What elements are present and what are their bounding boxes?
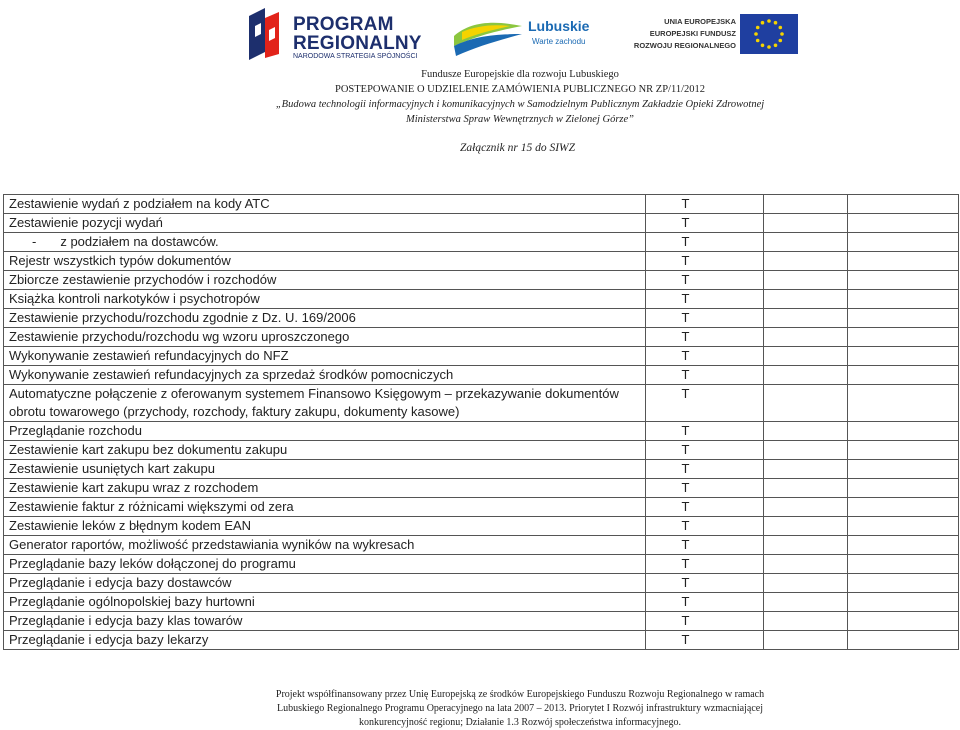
eu-text bbox=[626, 16, 736, 52]
row-label-cell bbox=[4, 555, 646, 574]
table-row bbox=[4, 612, 959, 631]
row-mark: T bbox=[681, 423, 690, 438]
table-row bbox=[4, 631, 959, 650]
footer-line-1: Projekt współfinansowany przez Unię Europejską ze środków Europejskiego Funduszu Rozwoju Regionalnego w ramach bbox=[275, 689, 765, 700]
table-row bbox=[4, 271, 959, 290]
row-empty-cell bbox=[763, 479, 847, 498]
row-label: Przeglądanie bazy leków dołączonej do programu bbox=[9, 556, 296, 571]
row-label: Rejestr wszystkich typów dokumentów bbox=[9, 253, 231, 268]
row-empty-cell bbox=[847, 631, 958, 650]
row-mark: T bbox=[681, 480, 690, 495]
table-row bbox=[4, 498, 959, 517]
row-label-cell bbox=[4, 233, 646, 252]
row-mark-cell bbox=[645, 479, 763, 498]
row-mark-cell bbox=[645, 536, 763, 555]
row-label: Zestawienie faktur z różnicami większymi od zera bbox=[9, 499, 294, 514]
row-label-cell bbox=[4, 612, 646, 631]
row-empty-cell bbox=[763, 555, 847, 574]
row-label: Zestawienie kart zakupu bez dokumentu zakupu bbox=[9, 442, 288, 457]
row-mark: T bbox=[681, 613, 690, 628]
row-label-cell bbox=[4, 214, 646, 233]
row-empty-cell bbox=[847, 479, 958, 498]
row-empty-cell bbox=[847, 252, 958, 271]
row-label-cell bbox=[4, 195, 646, 214]
row-label: Przeglądanie rozchodu bbox=[9, 423, 142, 438]
row-label: Zestawienie przychodu/rozchodu zgodnie z Dz. U. 169/2006 bbox=[9, 310, 356, 325]
eu-flag-icon bbox=[740, 14, 798, 54]
row-empty-cell bbox=[847, 460, 958, 479]
row-mark: T bbox=[681, 291, 690, 306]
row-label-cell bbox=[4, 422, 646, 441]
program-line-3: NARODOWA STRATEGIA SPÓJNOŚCI bbox=[293, 53, 418, 60]
row-mark: T bbox=[681, 234, 690, 249]
row-label: Automatyczne połączenie z oferowanym systemem Finansowo Księgowym – przekazywanie dokumentów bbox=[9, 386, 619, 401]
row-label-cell bbox=[4, 252, 646, 271]
row-label: Zestawienie leków z błędnym kodem EAN bbox=[9, 518, 252, 533]
row-mark-cell bbox=[645, 574, 763, 593]
table-row bbox=[4, 195, 959, 214]
row-label-cell bbox=[4, 309, 646, 328]
row-mark: T bbox=[681, 442, 690, 457]
row-empty-cell bbox=[763, 271, 847, 290]
logo-bar bbox=[0, 0, 960, 70]
table-row bbox=[4, 422, 959, 441]
row-mark-cell bbox=[645, 422, 763, 441]
header-line-2: POSTEPOWANIE O UDZIELENIE ZAMÓWIENIA PUBLICZNEGO NR ZP/11/2012 bbox=[335, 84, 705, 95]
table-row bbox=[4, 441, 959, 460]
row-empty-cell bbox=[847, 555, 958, 574]
row-empty-cell bbox=[847, 593, 958, 612]
row-label: Wykonywanie zestawień refundacyjnych za sprzedaż środków pomocniczych bbox=[9, 367, 454, 382]
eu-fund-logo bbox=[624, 14, 794, 56]
row-empty-cell bbox=[763, 347, 847, 366]
row-label-cell bbox=[4, 290, 646, 309]
table-row bbox=[4, 214, 959, 233]
row-mark: T bbox=[681, 367, 690, 382]
row-mark-cell bbox=[645, 555, 763, 574]
row-empty-cell bbox=[847, 328, 958, 347]
header-line-4: Ministerstwa Spraw Wewnętrznych w Zielonej Górze” bbox=[406, 114, 634, 125]
row-mark: T bbox=[681, 253, 690, 268]
row-label: Wykonywanie zestawień refundacyjnych do NFZ bbox=[9, 348, 289, 363]
footer-line-2: Lubuskiego Regionalnego Programu Operacyjnego na lata 2007 – 2013. Priorytet I Rozwój infrastruktury wzmacniającej bbox=[277, 703, 763, 714]
row-empty-cell bbox=[763, 366, 847, 385]
row-mark: T bbox=[681, 215, 690, 230]
row-label: Zestawienie przychodu/rozchodu wg wzoru uproszczonego bbox=[9, 329, 350, 344]
lubuskie-subtitle: Warte zachodu bbox=[532, 37, 586, 46]
row-empty-cell bbox=[847, 233, 958, 252]
row-label-cell bbox=[4, 366, 646, 385]
table-row bbox=[4, 460, 959, 479]
row-label: Zestawienie kart zakupu wraz z rozchodem bbox=[9, 480, 259, 495]
row-label: Książka kontroli narkotyków i psychotropów bbox=[9, 291, 260, 306]
row-empty-cell bbox=[763, 593, 847, 612]
row-empty-cell bbox=[847, 366, 958, 385]
row-mark-cell bbox=[645, 252, 763, 271]
row-label-cell bbox=[4, 441, 646, 460]
row-mark-cell bbox=[645, 195, 763, 214]
row-mark: T bbox=[681, 272, 690, 287]
table-row bbox=[4, 233, 959, 252]
row-label: Zestawienie wydań z podziałem na kody ATC bbox=[9, 196, 270, 211]
row-empty-cell bbox=[763, 441, 847, 460]
row-label: Zbiorcze zestawienie przychodów i rozchodów bbox=[9, 272, 277, 287]
document-footer bbox=[210, 688, 830, 730]
row-mark: T bbox=[681, 575, 690, 590]
row-label: Przeglądanie i edycja bazy klas towarów bbox=[9, 613, 243, 628]
row-mark-cell bbox=[645, 328, 763, 347]
row-empty-cell bbox=[763, 574, 847, 593]
row-mark-cell bbox=[645, 214, 763, 233]
row-empty-cell bbox=[847, 309, 958, 328]
row-mark-cell bbox=[645, 290, 763, 309]
row-label-cell bbox=[4, 593, 646, 612]
row-empty-cell bbox=[763, 214, 847, 233]
row-mark: T bbox=[681, 537, 690, 552]
row-label-continued: obrotu towarowego (przychody, rozchody, faktury zakupu, dokumenty kasowe) bbox=[9, 404, 460, 419]
table-row bbox=[4, 574, 959, 593]
row-empty-cell bbox=[763, 233, 847, 252]
row-empty-cell bbox=[763, 517, 847, 536]
row-label-cell bbox=[4, 498, 646, 517]
table-row bbox=[4, 517, 959, 536]
program-regionalny-emblem-icon bbox=[245, 8, 283, 60]
row-mark: T bbox=[681, 499, 690, 514]
row-label-cell bbox=[4, 328, 646, 347]
row-label-cell bbox=[4, 536, 646, 555]
row-mark-cell bbox=[645, 233, 763, 252]
row-empty-cell bbox=[847, 441, 958, 460]
row-empty-cell bbox=[847, 271, 958, 290]
row-label-cell bbox=[4, 347, 646, 366]
requirements-table bbox=[3, 194, 959, 650]
row-mark-cell bbox=[645, 366, 763, 385]
row-mark-cell bbox=[645, 385, 763, 422]
row-label-cell bbox=[4, 385, 646, 422]
row-mark: T bbox=[681, 461, 690, 476]
row-label-cell bbox=[4, 479, 646, 498]
row-mark-cell bbox=[645, 347, 763, 366]
row-empty-cell bbox=[763, 385, 847, 422]
table-row bbox=[4, 593, 959, 612]
table-row bbox=[4, 385, 959, 422]
row-label-cell bbox=[4, 271, 646, 290]
row-empty-cell bbox=[763, 631, 847, 650]
eu-line-3: ROZWOJU REGIONALNEGO bbox=[633, 41, 736, 50]
row-label-cell bbox=[4, 460, 646, 479]
table-row bbox=[4, 479, 959, 498]
row-empty-cell bbox=[763, 460, 847, 479]
row-mark: T bbox=[681, 632, 690, 647]
row-label: Generator raportów, możliwość przedstawiania wyników na wykresach bbox=[9, 537, 415, 552]
row-empty-cell bbox=[847, 536, 958, 555]
row-empty-cell bbox=[847, 385, 958, 422]
program-line-1: PROGRAM bbox=[293, 14, 394, 35]
row-label: Przeglądanie i edycja bazy lekarzy bbox=[9, 632, 209, 647]
eu-line-1: UNIA EUROPEJSKA bbox=[664, 17, 736, 26]
row-label: Zestawienie usuniętych kart zakupu bbox=[9, 461, 215, 476]
row-empty-cell bbox=[763, 612, 847, 631]
program-line-2: REGIONALNY bbox=[293, 33, 422, 54]
row-mark: T bbox=[681, 556, 690, 571]
row-empty-cell bbox=[847, 214, 958, 233]
lubuskie-logo bbox=[452, 12, 592, 58]
row-mark-cell bbox=[645, 460, 763, 479]
row-mark: T bbox=[681, 310, 690, 325]
lubuskie-title: Lubuskie bbox=[528, 18, 590, 34]
row-mark: T bbox=[681, 518, 690, 533]
footer-line-3: konkurencyjność regionu; Działanie 1.3 Rozwój społeczeństwa informacyjnego. bbox=[358, 717, 682, 728]
eu-line-2: EUROPEJSKI FUNDUSZ bbox=[649, 29, 736, 38]
row-empty-cell bbox=[847, 290, 958, 309]
row-empty-cell bbox=[847, 347, 958, 366]
row-mark: T bbox=[681, 386, 690, 401]
row-empty-cell bbox=[763, 498, 847, 517]
row-mark-cell bbox=[645, 309, 763, 328]
row-empty-cell bbox=[763, 536, 847, 555]
row-mark-cell bbox=[645, 441, 763, 460]
row-empty-cell bbox=[763, 290, 847, 309]
document-header bbox=[240, 67, 800, 127]
row-empty-cell bbox=[763, 422, 847, 441]
attachment-label: Załącznik nr 15 do SIWZ bbox=[460, 142, 575, 154]
row-mark-cell bbox=[645, 593, 763, 612]
row-label: Przeglądanie i edycja bazy dostawców bbox=[9, 575, 232, 590]
table-row bbox=[4, 252, 959, 271]
table-row bbox=[4, 328, 959, 347]
row-empty-cell bbox=[847, 574, 958, 593]
row-label-cell bbox=[4, 631, 646, 650]
row-mark-cell bbox=[645, 631, 763, 650]
row-mark: T bbox=[681, 196, 690, 211]
table-row bbox=[4, 309, 959, 328]
row-empty-cell bbox=[847, 422, 958, 441]
row-label-cell bbox=[4, 574, 646, 593]
row-mark-cell bbox=[645, 271, 763, 290]
header-line-3: „Budowa technologii informacyjnych i komunikacyjnych w Samodzielnym Publicznym Zakładzie Opieki Zdrowotnej bbox=[275, 99, 765, 110]
program-regionalny-logo bbox=[245, 6, 425, 62]
lubuskie-wave-icon bbox=[452, 12, 524, 58]
row-label: z podziałem na dostawców. bbox=[60, 234, 219, 249]
header-line-1: Fundusze Europejskie dla rozwoju Lubuskiego bbox=[421, 69, 619, 80]
table-row bbox=[4, 347, 959, 366]
row-mark-cell bbox=[645, 517, 763, 536]
row-empty-cell bbox=[763, 195, 847, 214]
row-empty-cell bbox=[847, 498, 958, 517]
list-dash: - bbox=[32, 234, 37, 249]
row-mark: T bbox=[681, 329, 690, 344]
table-row bbox=[4, 366, 959, 385]
table-row bbox=[4, 290, 959, 309]
table-row bbox=[4, 555, 959, 574]
table-row bbox=[4, 536, 959, 555]
row-empty-cell bbox=[847, 517, 958, 536]
row-mark-cell bbox=[645, 612, 763, 631]
row-label: Zestawienie pozycji wydań bbox=[9, 215, 163, 230]
row-label-cell bbox=[4, 517, 646, 536]
row-mark-cell bbox=[645, 498, 763, 517]
row-empty-cell bbox=[763, 328, 847, 347]
row-mark: T bbox=[681, 348, 690, 363]
row-empty-cell bbox=[763, 309, 847, 328]
row-empty-cell bbox=[847, 195, 958, 214]
row-empty-cell bbox=[763, 252, 847, 271]
requirements-table-body bbox=[4, 195, 959, 650]
row-empty-cell bbox=[847, 612, 958, 631]
row-label: Przeglądanie ogólnopolskiej bazy hurtowni bbox=[9, 594, 255, 609]
row-mark: T bbox=[681, 594, 690, 609]
